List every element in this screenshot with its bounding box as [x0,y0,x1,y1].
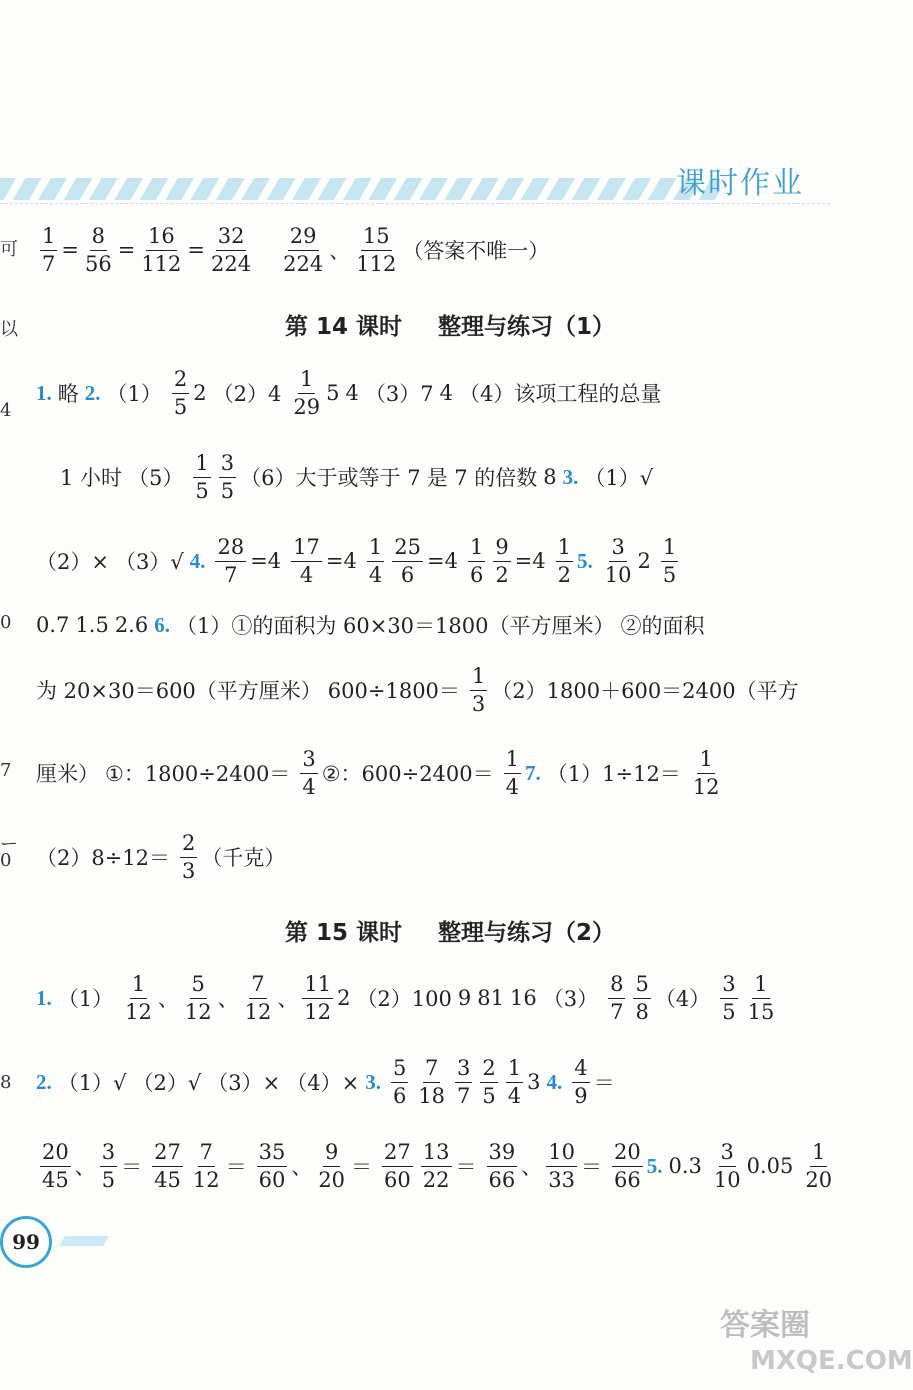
fraction: $\frac{1}{6}$ [469,534,484,587]
fraction: $\frac{16}{112}$ [141,223,182,276]
fraction: $\frac{5}{6}$ [392,1055,407,1108]
fraction: $\frac{1}{15}$ [747,971,775,1024]
fraction: $\frac{1}{20}$ [805,1139,833,1192]
edge-char: 以 [0,319,18,340]
fraction: $\frac{28}{7}$ [217,534,245,587]
answer-line: （2）8÷12＝ $\frac{2}{3}$ （千克） [36,830,286,883]
fraction: $\frac{27}{60}$ [384,1139,411,1192]
edge-char: ー [0,834,18,855]
fraction: $\frac{17}{4}$ [293,534,320,587]
section-title: 第 15 课时 整理与练习（2） [284,920,616,946]
fraction: $\frac{10}{33}$ [548,1139,575,1192]
fraction: $\frac{25}{6}$ [394,534,421,587]
fraction: $\frac{11}{12}$ [304,971,332,1024]
fraction: $\frac{7}{12}$ [192,1139,220,1192]
answer-line: 1. 略 2. （1） $\frac{2}{5}$ 2 （2）4 $\frac{1}{29}$ 5 4 （3）7 4 （4）该项工程的总量 [36,366,662,419]
fraction: $\frac{20}{45}$ [42,1139,69,1192]
edge-char: 0 [0,612,12,633]
answer-line: 2. （1）√ （2）√ （3）× （4）× 3. $\frac{5}{6}$ $\frac{7}{18}$ $\frac{3}{7}$ $\frac{2}{5}$ $\frac{1}{4}$ 3 4. $\frac{4}{9}$ ＝ [36,1055,615,1108]
fraction: $\frac{5}{12}$ [184,971,212,1024]
fraction: $\frac{8}{56}$ [84,223,112,276]
fraction: $\frac{1}{2}$ [557,534,572,587]
fraction: $\frac{3}{5}$ [722,971,736,1024]
edge-char: 8 [0,1072,12,1093]
fraction: $\frac{1}{12}$ [692,746,720,799]
answer-line: （2）× （3）√ 4. $\frac{28}{7}$ =4 $\frac{17}{4}$ =4 $\frac{1}{4}$ $\frac{25}{6}$ =4 $\frac{1}{6}$ $\frac{9}{2}$ =4 $\frac{1}{2}$ 5. $\frac{3}{10}$ 2 $\frac{1}{5}$ [36,534,677,587]
fraction: $\frac{1}{7}$ [42,223,56,276]
fraction: $\frac{9}{2}$ [495,534,509,587]
page-number-bar [59,1236,109,1246]
fraction: $\frac{3}{4}$ [302,746,316,799]
fraction: $\frac{13}{22}$ [422,1139,450,1192]
fraction: $\frac{9}{20}$ [318,1139,346,1192]
header-stripe [0,178,720,200]
header-title: 课时作业 [676,166,804,201]
answer-line: $\frac{20}{45}$ 、 $\frac{3}{5}$ ＝ $\frac{27}{45}$ $\frac{7}{12}$ ＝ $\frac{35}{60}$ 、 $\frac{9}{20}$ ＝ $\frac{27}{60}$ $\frac{13}{22}$ ＝ $\frac{39}{66}$ 、 $\frac{10}{33}$ ＝ $\frac{20}{66}$ 5. 0.3 $\frac{3}{10}$ 0.05 $\frac{1}{20}$ [42,1139,833,1192]
fraction: $\frac{5}{8}$ [635,971,649,1024]
edge-char: 0 [0,850,12,871]
fraction: $\frac{15}{112}$ [356,223,397,276]
edge-char: 4 [0,400,12,421]
fraction: $\frac{1}{5}$ [662,534,677,587]
fraction: $\frac{1}{4}$ [507,1055,522,1108]
fraction: $\frac{35}{60}$ [258,1139,286,1192]
intro-line: $\frac{1}{7}$ = $\frac{8}{56}$ = $\frac{16}{112}$ = $\frac{32}{224}$ $\frac{29}{224}$ 、 $\frac{15}{112}$ （答案不唯一） [42,223,550,276]
fraction: $\frac{4}{9}$ [574,1055,588,1108]
fraction: $\frac{27}{45}$ [154,1139,181,1192]
answer-line: 厘米） ①：1800÷2400＝ $\frac{3}{4}$ ②：600÷2400＝ $\frac{1}{4}$ 7. （1）1÷12＝ $\frac{1}{12}$ [36,746,720,799]
answer-line: 为 20×30＝600（平方厘米） 600÷1800＝ $\frac{1}{3}$ （2）1800＋600＝2400（平方 [36,663,799,716]
watermark-url: MXQE.COM [750,1346,913,1376]
fraction: $\frac{29}{224}$ [283,223,324,276]
header-divider [0,203,830,204]
fraction: $\frac{2}{3}$ [182,830,196,883]
fraction: $\frac{2}{5}$ [482,1055,496,1108]
fraction: $\frac{20}{66}$ [613,1139,641,1192]
fraction: $\frac{3}{5}$ [101,1139,116,1192]
fraction: $\frac{7}{18}$ [418,1055,446,1108]
fraction: $\frac{1}{12}$ [125,971,152,1024]
fraction: $\frac{3}{10}$ [604,534,632,587]
fraction: $\frac{2}{5}$ [173,366,188,419]
fraction: $\frac{1}{5}$ [195,450,209,503]
note: （答案不唯一） [402,239,550,263]
fraction: $\frac{7}{12}$ [244,971,272,1024]
fraction: $\frac{32}{224}$ [211,223,252,276]
watermark-logo: 答案圈 [720,1308,810,1343]
fraction: $\frac{3}{7}$ [457,1055,471,1108]
edge-char: 7 [0,760,12,781]
section-title: 第 14 课时 整理与练习（1） [284,314,616,340]
page-number: 99 [0,1216,52,1268]
answer-line: 1. （1） $\frac{1}{12}$ 、 $\frac{5}{12}$ 、 $\frac{7}{12}$ 、 $\frac{11}{12}$ 2 （2）100 9 81 16 （3） $\frac{8}{7}$ $\frac{5}{8}$ （4） $\frac{3}{5}$ $\frac{1}{15}$ [36,971,775,1024]
fraction: $\frac{1}{4}$ [505,746,520,799]
fraction: $\frac{8}{7}$ [610,971,624,1024]
fraction: $\frac{3}{5}$ [220,450,235,503]
fraction: $\frac{3}{10}$ [713,1139,741,1192]
fraction: $\frac{1}{29}$ [293,366,321,419]
fraction: $\frac{39}{66}$ [488,1139,516,1192]
fraction: $\frac{1}{3}$ [471,663,486,716]
answer-line: 0.7 1.5 2.6 6. （1）①的面积为 60×30＝1800（平方厘米） ②的面积 [36,612,705,638]
answer-line: 1 小时 （5） $\frac{1}{5}$ $\frac{3}{5}$ （6）大于或等于 7 是 7 的倍数 8 3. （1）√ [60,450,654,503]
fraction: $\frac{1}{4}$ [368,534,383,587]
edge-char: 可 [0,239,18,260]
